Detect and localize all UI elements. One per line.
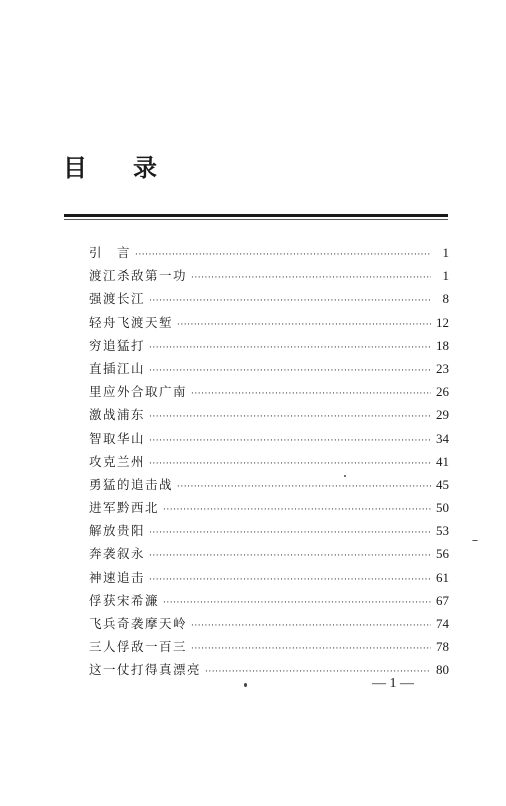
toc-entry-page: 67 — [436, 592, 449, 608]
table-of-contents — [89, 243, 449, 684]
toc-entry-page: 18 — [436, 337, 449, 353]
toc-entry-title: 奔袭叙永 — [89, 546, 146, 562]
toc-entry-page: 26 — [436, 384, 449, 400]
toc-entry-page: 23 — [436, 360, 449, 376]
toc-entry-title: 解放贵阳 — [89, 523, 146, 539]
toc-leader-dots — [149, 343, 431, 353]
toc-leader-dots — [163, 505, 431, 515]
scan-speck — [472, 540, 478, 541]
title-rule-thick — [64, 214, 448, 217]
toc-entry-title: 这一仗打得真漂亮 — [89, 662, 202, 678]
toc-entry-page: 80 — [436, 662, 449, 678]
toc-entry[interactable] — [89, 521, 449, 544]
toc-entry-title: 引 言 — [89, 245, 132, 260]
toc-entry-page: 45 — [436, 476, 449, 492]
title-char-2: 录 — [133, 154, 157, 182]
toc-entry-page: 1 — [442, 268, 449, 284]
toc-entry-title: 三人俘敌一百三 — [89, 639, 188, 655]
toc-entry-page: 56 — [436, 546, 449, 562]
title-char-1: 目 — [63, 154, 87, 182]
toc-entry[interactable] — [89, 568, 449, 591]
toc-entry-title: 直插江山 — [89, 360, 146, 376]
toc-entry-title: 俘获宋希濂 — [89, 592, 160, 608]
toc-leader-dots — [149, 575, 431, 585]
toc-leader-dots — [163, 598, 431, 608]
toc-entry[interactable] — [89, 243, 449, 266]
toc-entry[interactable] — [89, 591, 449, 614]
toc-entry-page: 29 — [436, 407, 449, 423]
toc-entry-title: 激战浦东 — [89, 407, 146, 423]
toc-entry-page: 34 — [436, 430, 449, 446]
scan-speck — [244, 683, 247, 687]
title-rule-thin — [64, 219, 448, 220]
toc-entry-title: 智取华山 — [89, 430, 146, 446]
toc-entry-title: 强渡长江 — [89, 291, 146, 307]
toc-entry[interactable] — [89, 475, 449, 498]
page-number: — 1 — — [372, 676, 414, 691]
toc-entry-page: 8 — [442, 291, 449, 307]
toc-leader-dots — [149, 296, 431, 306]
toc-entry-page: 78 — [436, 639, 449, 655]
toc-leader-dots — [191, 389, 431, 399]
toc-leader-dots — [135, 250, 431, 260]
toc-entry[interactable] — [89, 359, 449, 382]
toc-entry[interactable] — [89, 382, 449, 405]
toc-leader-dots — [191, 273, 431, 283]
toc-entry-page: 12 — [436, 314, 449, 330]
scan-speck — [344, 475, 346, 477]
toc-entry[interactable] — [89, 614, 449, 637]
toc-entry[interactable] — [89, 405, 449, 428]
toc-entry[interactable] — [89, 637, 449, 660]
toc-entry[interactable] — [89, 336, 449, 359]
toc-leader-dots — [177, 320, 431, 330]
toc-leader-dots — [149, 528, 431, 538]
toc-entry-title: 神速追击 — [89, 569, 146, 585]
toc-entry-page: 1 — [442, 245, 449, 260]
toc-leader-dots — [149, 436, 431, 446]
toc-leader-dots — [149, 551, 431, 561]
toc-leader-dots — [149, 366, 431, 376]
toc-leader-dots — [149, 459, 431, 469]
toc-entry-title: 里应外合取广南 — [89, 384, 188, 400]
toc-entry-page: 50 — [436, 500, 449, 516]
toc-leader-dots — [149, 412, 431, 422]
toc-entry-page: 41 — [436, 453, 449, 469]
toc-entry-title: 渡江杀敌第一功 — [89, 268, 188, 284]
toc-entry-page: 74 — [436, 616, 449, 631]
toc-leader-dots — [191, 644, 431, 654]
toc-entry[interactable] — [89, 544, 449, 567]
toc-entry[interactable] — [89, 289, 449, 312]
toc-entry[interactable] — [89, 452, 449, 475]
toc-entry-page: 61 — [436, 569, 449, 585]
toc-entry[interactable] — [89, 313, 449, 336]
toc-leader-dots — [191, 621, 431, 631]
toc-entry-title: 进军黔西北 — [89, 500, 160, 516]
toc-entry-title: 飞兵奇袭摩天岭 — [89, 616, 188, 631]
toc-entry-title: 攻克兰州 — [89, 453, 146, 469]
toc-entry[interactable] — [89, 429, 449, 452]
toc-entry-title: 勇猛的追击战 — [89, 476, 174, 492]
toc-entry-title: 穷追猛打 — [89, 337, 146, 353]
toc-entry-page: 53 — [436, 523, 449, 539]
toc-entry[interactable] — [89, 266, 449, 289]
toc-leader-dots — [177, 482, 431, 492]
toc-entry-title: 轻舟飞渡天堑 — [89, 314, 174, 330]
toc-entry[interactable] — [89, 498, 449, 521]
